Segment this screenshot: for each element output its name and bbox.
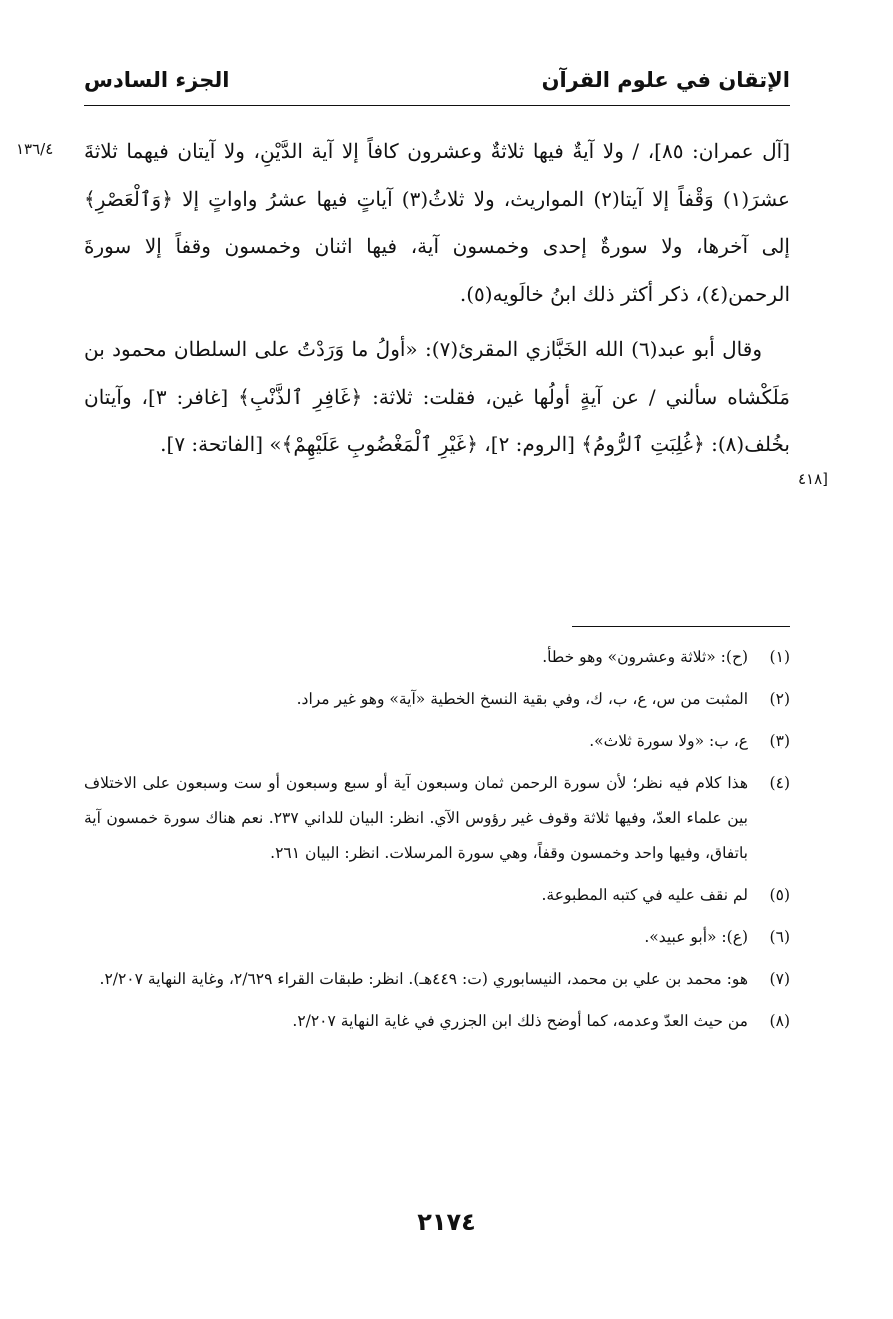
main-text [84,128,790,469]
footnotes [84,640,790,1046]
footnote-text: لم نقف عليه في كتبه المطبوعة. [541,886,748,904]
footnote-number: (٣) [769,732,790,750]
footnote-text: هذا كلام فيه نظر؛ لأن سورة الرحمن ثمان وسبعون آية أو سبع وسبعون أو ست وسبعون على الاختلاف بين علماء العدّ، وفيها ثلاثة وقوف غير رؤوس الآي. انظر: البيان للداني ٢٣٧. نعم هناك سورة خمسون آية باتفاق، وفيها واحد وخمسون وقفاً، وهي سورة المرسلات. انظر: البيان ٢٦١. [84,774,749,862]
page-number: ٢١٧٤ [417,1208,476,1236]
footnote-text: المثبت من س، ع، ب، ك، وفي بقية النسخ الخطية «آية» وهو غير مراد. [296,690,748,708]
footnote [84,878,790,913]
book-title: الإتقان في علوم القرآن [541,68,790,92]
paragraph-2: وقال أبو عبد(٦) الله الخَبَّازي المقرئ(٧): «أولُ ما وَرَدْتُ على السلطان محمود بن مَلَكْشاه سألني / عن آيةٍ أولُها غين، فقلت: ثلاثة: ﴿غَافِرِ ٱلذَّنْبِ﴾ [غافر: ٣]، وآيتان بخُلف(٨): ﴿غُلِبَتِ ٱلرُّومُ﴾ [الروم: ٢]، ﴿غَيْرِ ٱلْمَغْضُوبِ عَلَيْهِمْ﴾» [الفاتحة: ٧]. [84,337,790,456]
footnote [84,962,790,997]
footnote-number: (٢) [769,690,790,708]
footnote [84,724,790,759]
footnote-number: (٤) [769,774,790,792]
footnote-text: من حيث العدّ وعدمه، كما أوضح ذلك ابن الجزري في غاية النهاية ٢/٢٠٧. [292,1012,748,1030]
margin-reference-mid: [٤١٨ [798,470,829,488]
footnote-number: (٧) [769,970,790,988]
volume-label: الجزء السادس [84,68,230,92]
footnote-number: (١) [769,648,790,666]
footnote [84,682,790,717]
header-divider [84,105,790,106]
footnote-number: (٦) [769,928,790,946]
footnote-text: (ع): «أبو عبيد». [644,928,748,946]
footnote [84,640,790,675]
margin-reference-top: ١٣٦/٤ [16,140,54,158]
footnote-text: هو: محمد بن علي بن محمد، النيسابوري (ت: ٤٤٩هـ). انظر: طبقات القراء ٢/٦٢٩، وغاية النهاية ٢/٢٠٧. [99,970,748,988]
footnote [84,1004,790,1039]
footnote [84,766,790,871]
footnote-text: ع، ب: «ولا سورة ثلاث». [589,732,748,750]
footnote-divider [572,626,790,627]
running-header [84,62,790,102]
footnote-number: (٥) [769,886,790,904]
paragraph-1: [آل عمران: ٨٥]، / ولا آيةٌ فيها ثلاثةٌ وعشرون كافاً إلا آية الدَّيْنِ، ولا آيتان فيهما ثلاثةَ عشرَ(١) وَقْفاً إلا آيتا(٢) المواريث، ولا ثلاثُ(٣) آياتٍ فيها عشرُ واواتٍ إلا ﴿وَٱلْعَصْرِ﴾ إلى آخرها، ولا سورةٌ إحدى وخمسون آية، فيها اثنان وخمسون وقفاً إلا سورةَ الرحمن(٤)، ذكر أكثر ذلك ابنُ خالَويه(٥). [84,139,790,306]
footnote-text: (ح): «ثلاثة وعشرون» وهو خطأ. [542,648,748,666]
footnote-number: (٨) [769,1012,790,1030]
footnote [84,920,790,955]
